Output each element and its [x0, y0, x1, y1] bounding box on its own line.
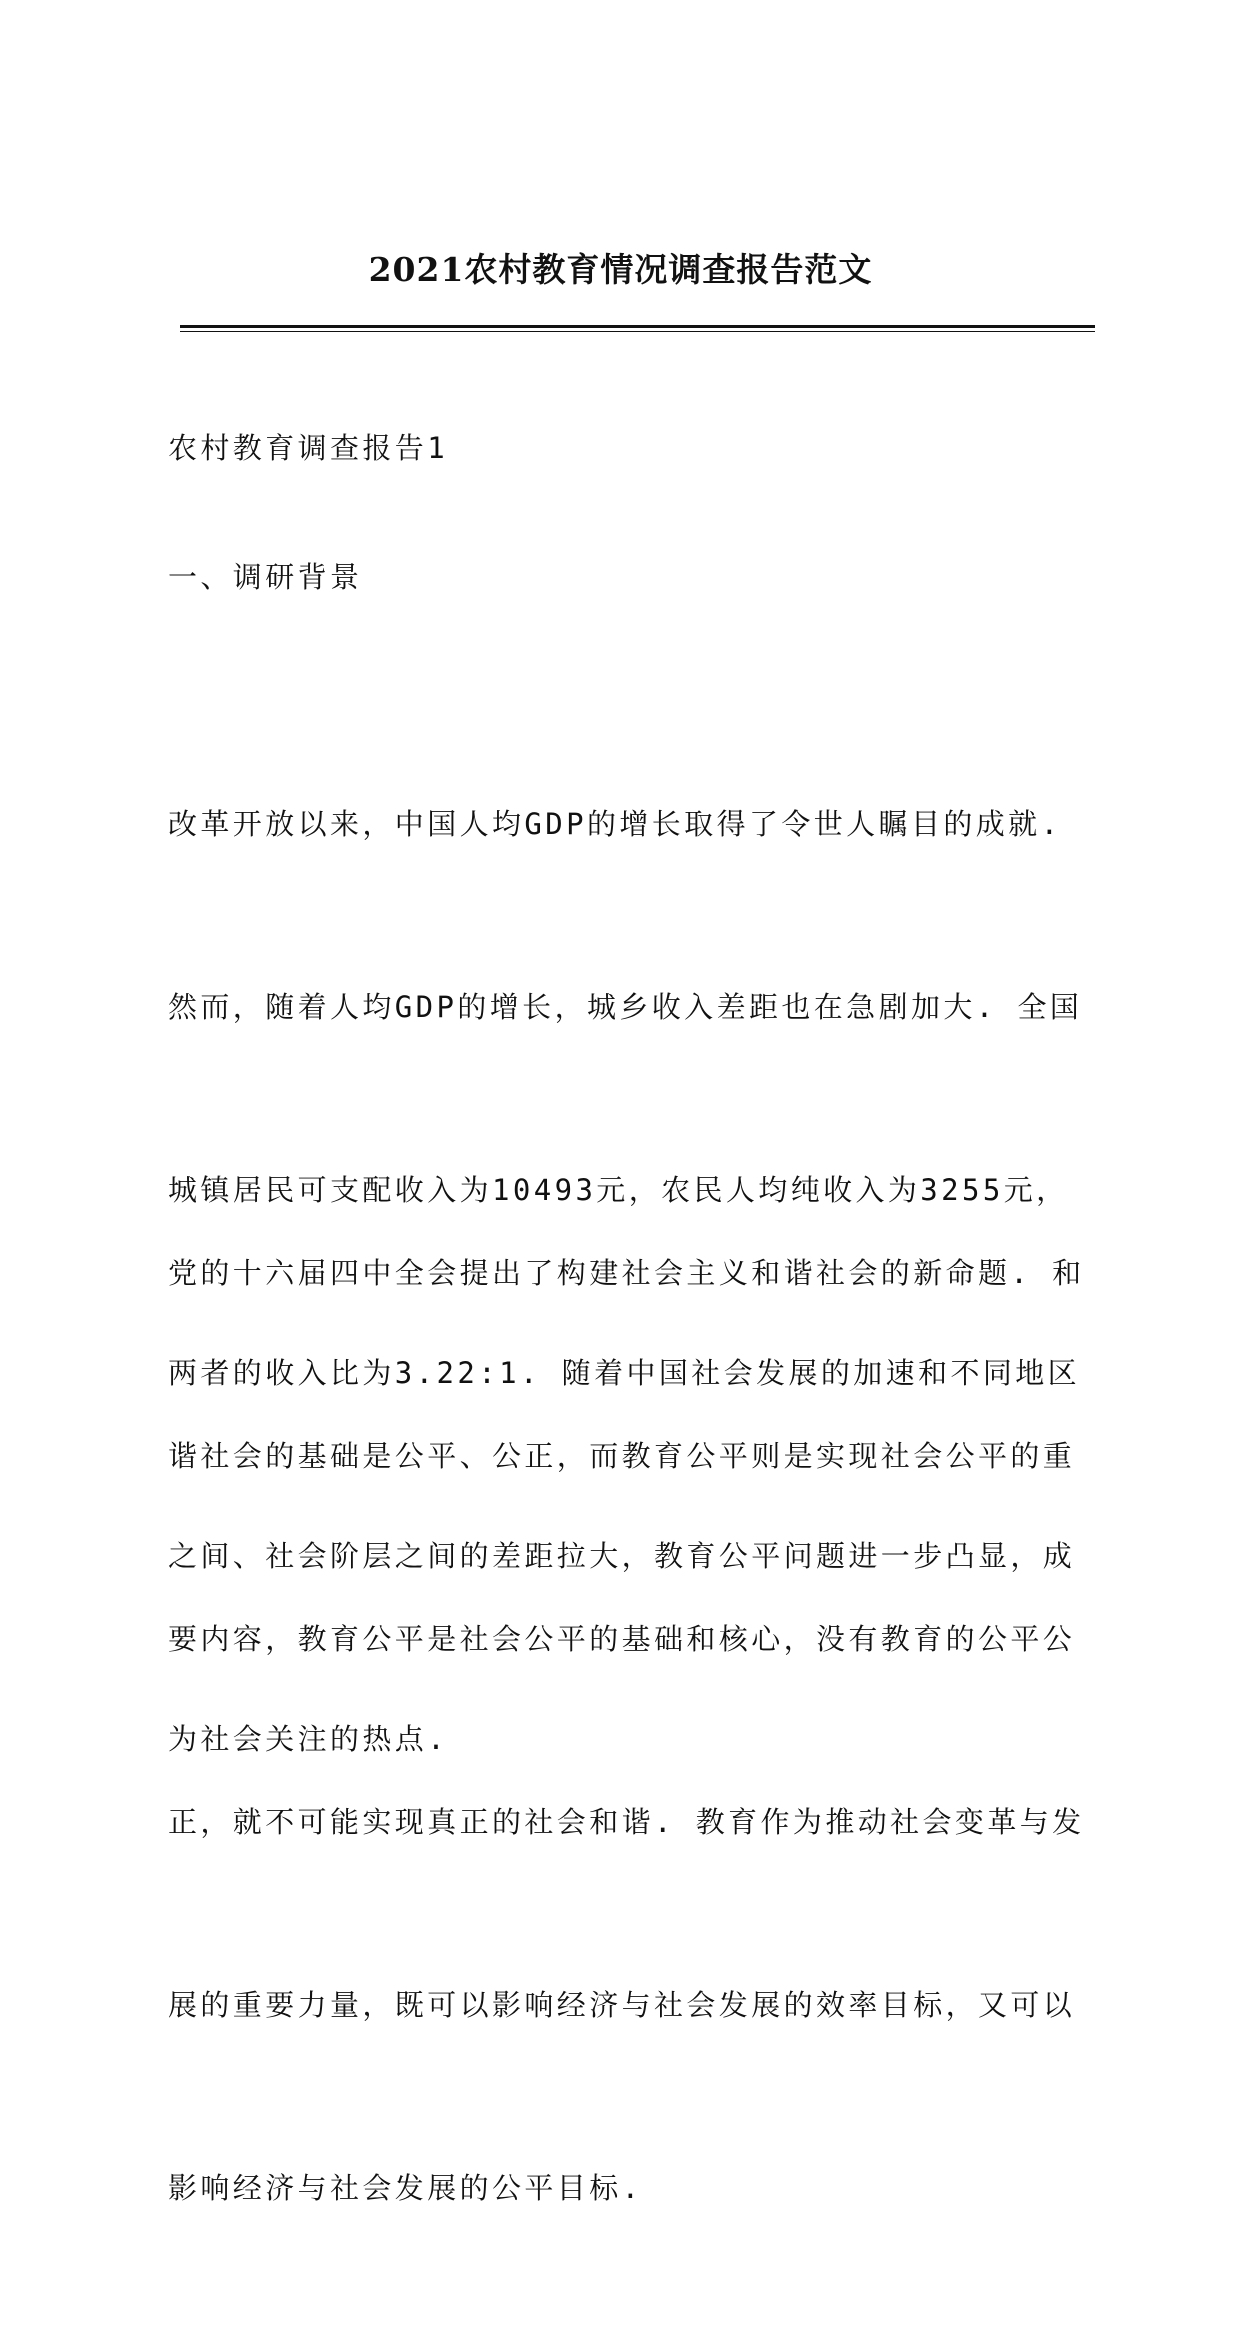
paragraph-line: 谐社会的基础是公平、公正，而教育公平则是实现社会公平的重	[168, 1439, 1076, 1473]
title-rule-thick	[180, 325, 1095, 328]
subsection-heading: 一、调研背景	[168, 560, 363, 594]
paragraph-harmony	[168, 1121, 1088, 2341]
paragraph-line: 为社会关注的热点.	[168, 1722, 449, 1756]
document-title: 2021农村教育情况调查报告范文	[368, 250, 873, 289]
paragraph-line: 正，就不可能实现真正的社会和谐. 教育作为推动社会变革与发	[168, 1805, 1085, 1839]
section-heading: 农村教育调查报告1	[168, 431, 449, 465]
paragraph-line: 然而，随着人均GDP的增长，城乡收入差距也在急剧加大. 全国	[168, 990, 1083, 1024]
paragraph-line: 展的重要力量，既可以影响经济与社会发展的效率目标，又可以	[168, 1988, 1076, 2022]
paragraph-line: 党的十六届四中全会提出了构建社会主义和谐社会的新命题. 和	[168, 1256, 1085, 1290]
paragraph-line: 之间、社会阶层之间的差距拉大，教育公平问题进一步凸显，成	[168, 1539, 1076, 1573]
paragraph-line: 要内容，教育公平是社会公平的基础和核心，没有教育的公平公	[168, 1622, 1076, 1656]
paragraph-line: 影响经济与社会发展的公平目标.	[168, 2171, 643, 2205]
paragraph-line: 城镇居民可支配收入为10493元，农民人均纯收入为3255元，	[168, 1173, 1069, 1207]
paragraph-line: 两者的收入比为3.22:1. 随着中国社会发展的加速和不同地区	[168, 1356, 1081, 1390]
paragraph-line: 改革开放以来，中国人均GDP的增长取得了令世人瞩目的成就.	[168, 807, 1062, 841]
title-rule-thin	[180, 331, 1095, 332]
